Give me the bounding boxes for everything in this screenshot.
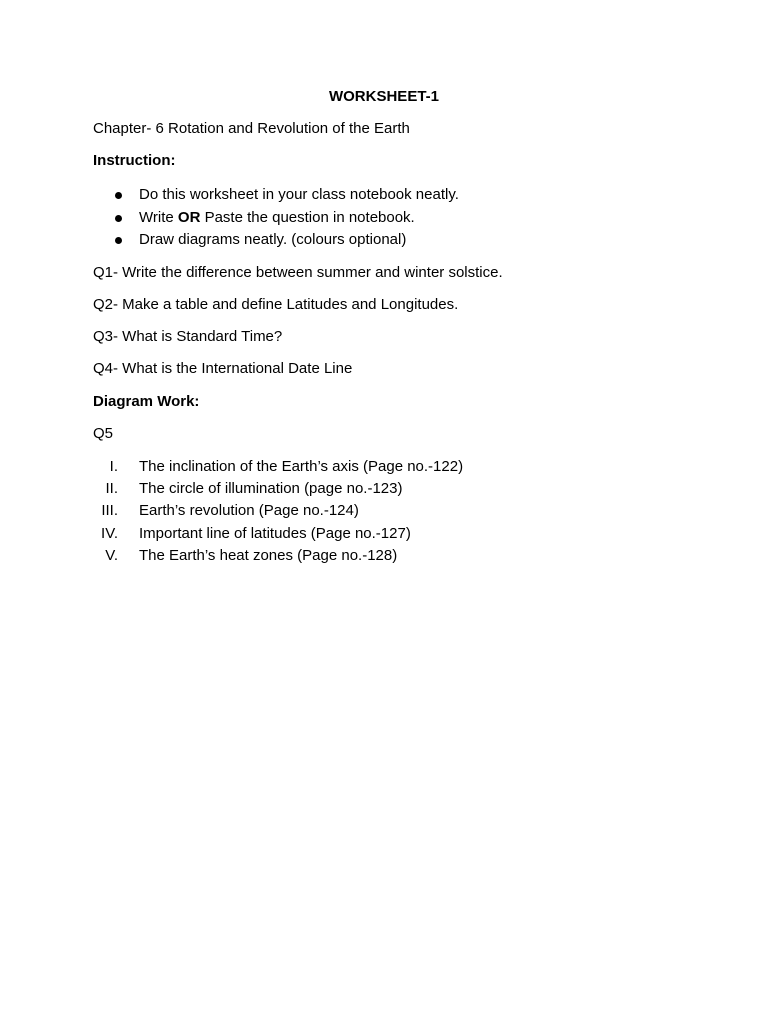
bullet-icon (115, 215, 122, 222)
question-3: Q3- What is Standard Time? (93, 328, 283, 345)
or-emphasis: OR (177, 208, 201, 226)
item-numeral: IV. (101, 524, 118, 542)
question-4: Q4- What is the International Date Line (93, 360, 353, 377)
instruction-list (93, 184, 459, 252)
item-numeral: V. (105, 546, 118, 564)
question-2: Q2- Make a table and define Latitudes and Longitudes. (93, 296, 459, 313)
item-text: The circle of illumination (page no.-123) (139, 480, 403, 498)
instruction-item: Write OR Paste the question in notebook. (93, 207, 459, 230)
item-text: The inclination of the Earth’s axis (Page no.-122) (139, 458, 464, 475)
chapter-line: Chapter- 6 Rotation and Revolution of the Earth (93, 120, 410, 137)
diagram-list (80, 456, 463, 567)
diagram-item (80, 456, 463, 478)
diagram-heading: Diagram Work: (93, 393, 200, 410)
bullet-icon (115, 192, 122, 199)
instruction-item: Draw diagrams neatly. (colours optional) (93, 229, 459, 252)
diagram-item (80, 500, 463, 522)
diagram-item (80, 523, 463, 545)
item-text: Important line of latitudes (Page no.-127) (139, 524, 411, 542)
instruction-heading: Instruction: (93, 152, 176, 169)
question-5-label: Q5 (93, 425, 114, 442)
item-text: Earth’s revolution (Page no.-124) (139, 502, 359, 520)
bullet-icon (115, 237, 122, 244)
instruction-item: Do this worksheet in your class notebook neatly. (93, 184, 459, 207)
item-numeral: II. (105, 480, 118, 498)
diagram-item (80, 545, 463, 567)
worksheet-title: WORKSHEET-1 (328, 88, 439, 105)
question-1: Q1- Write the difference between summer and winter solstice. (93, 264, 503, 281)
item-text: The Earth’s heat zones (Page no.-128) (139, 546, 398, 564)
diagram-item (80, 478, 463, 500)
item-numeral: III. (101, 502, 118, 520)
item-numeral: I. (109, 458, 118, 475)
